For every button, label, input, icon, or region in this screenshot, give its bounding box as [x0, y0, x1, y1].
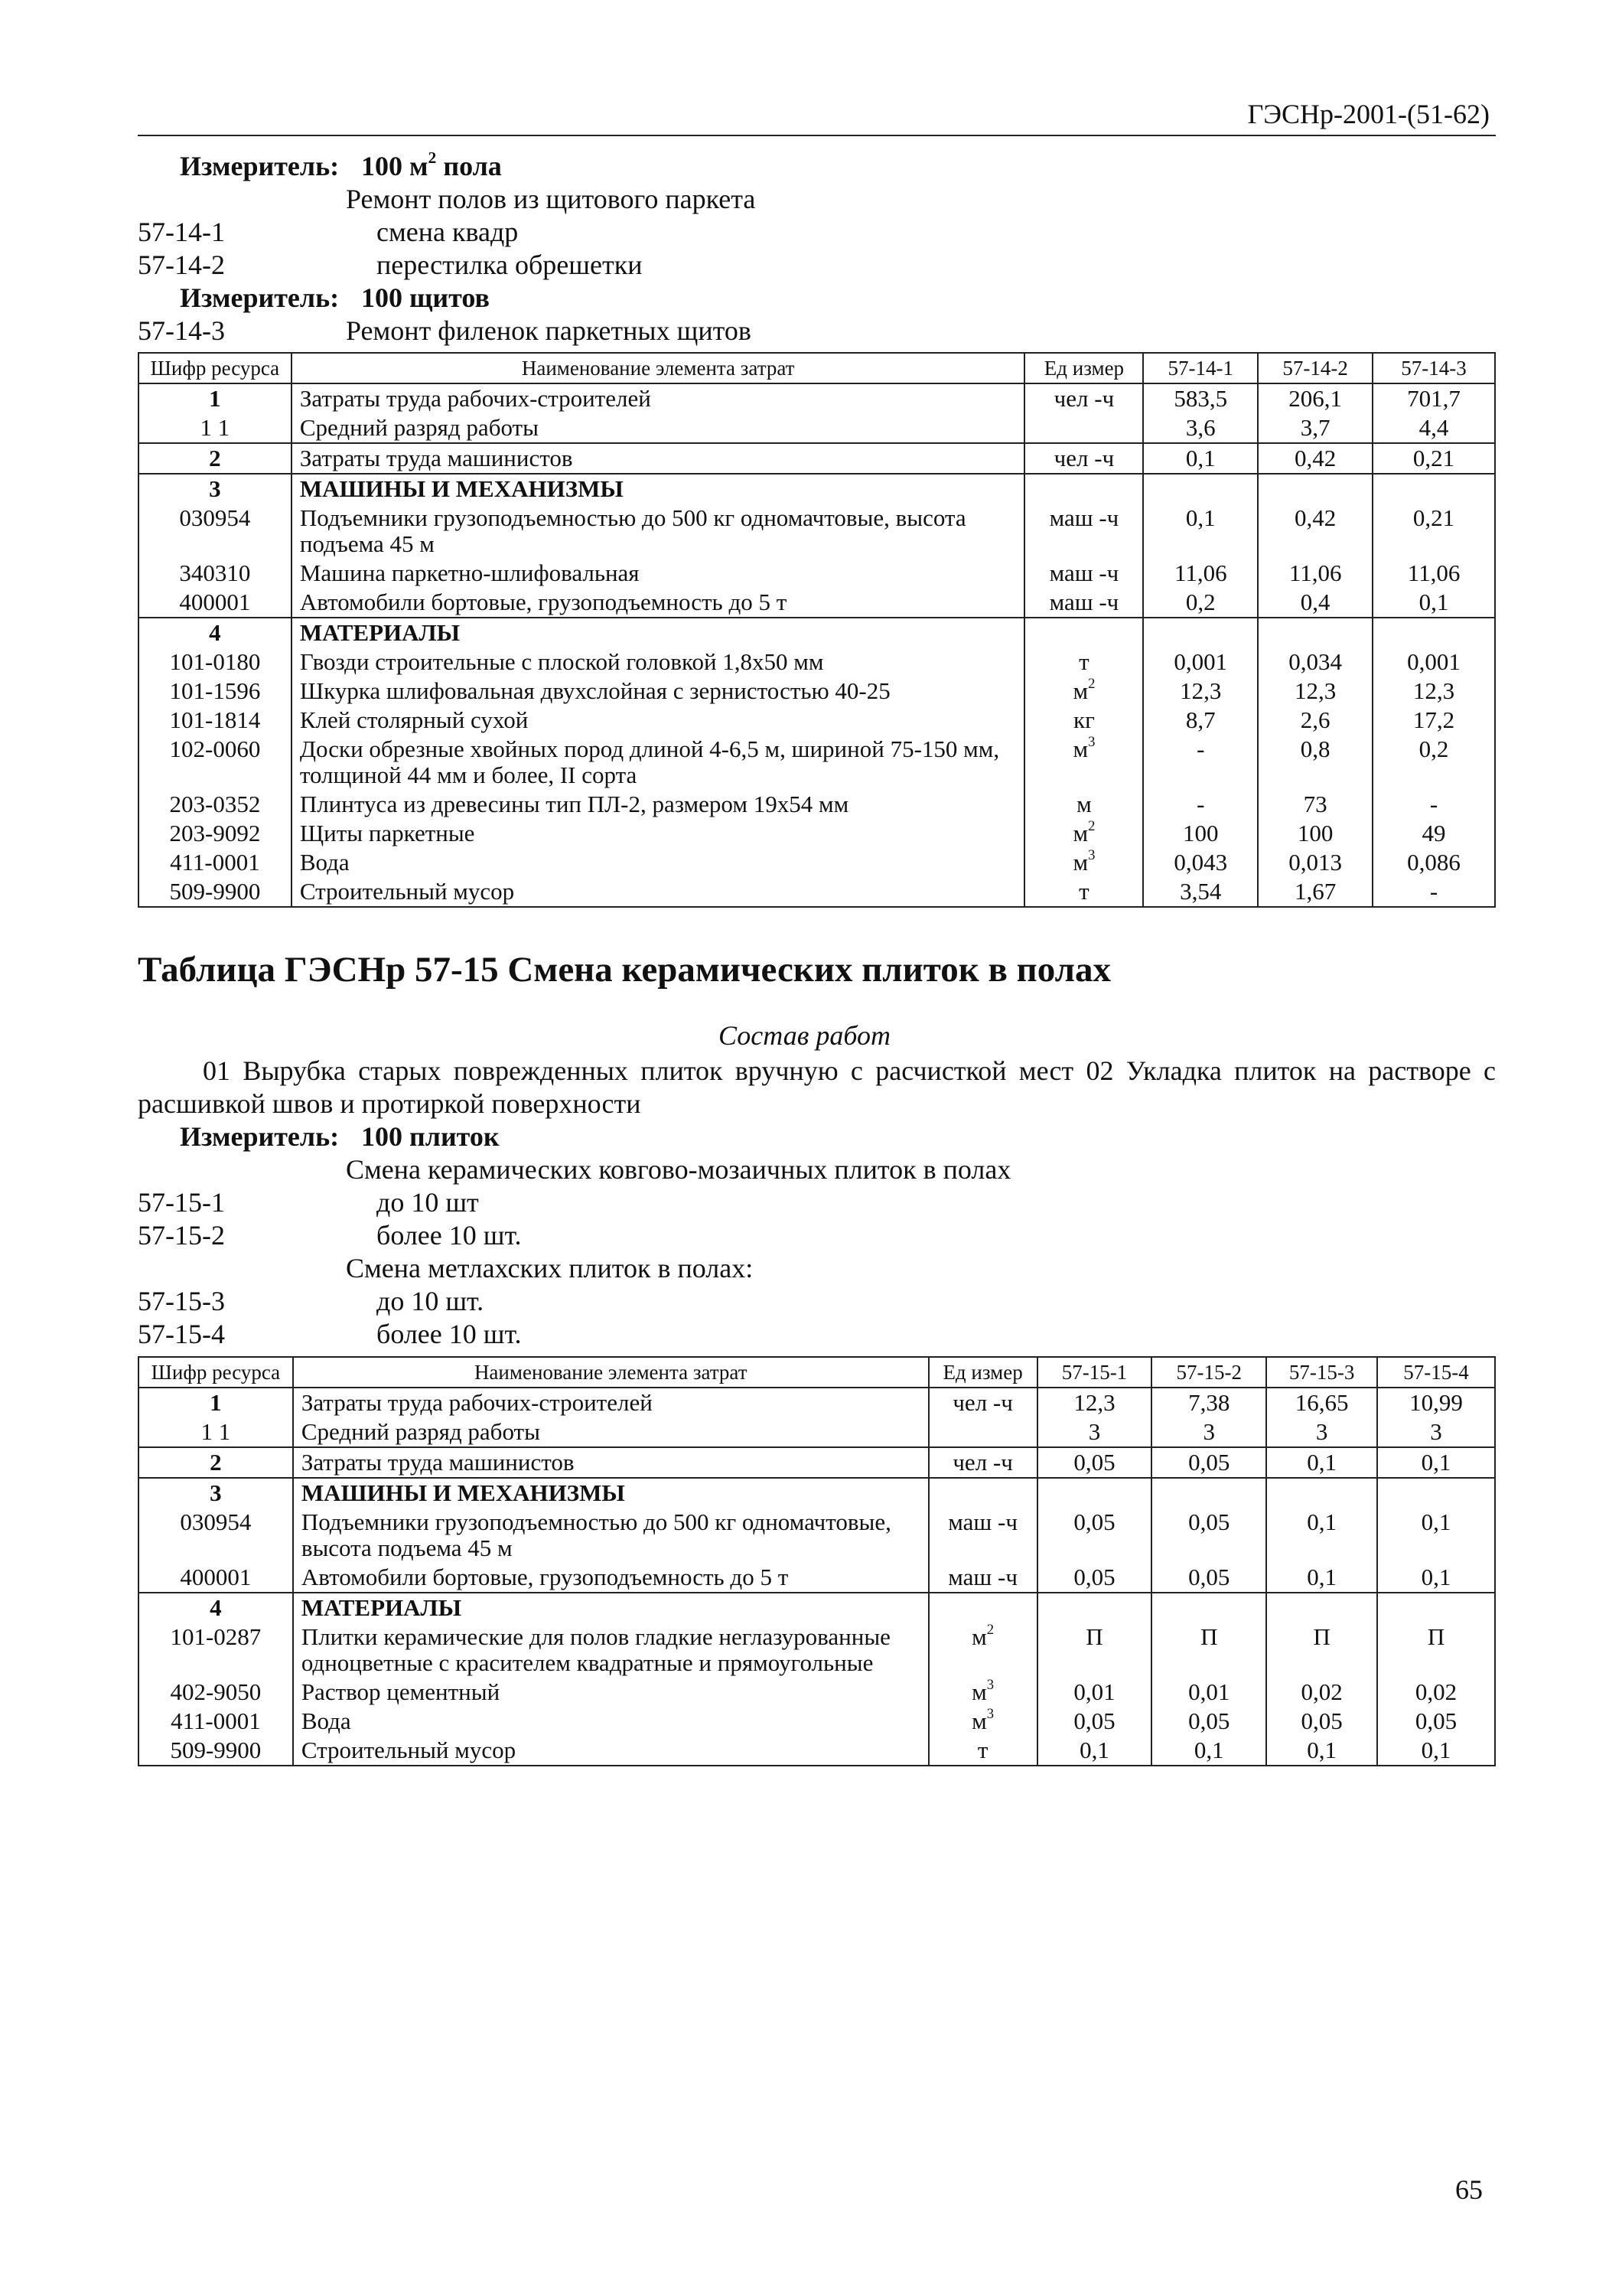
resource-code-cell: 1: [138, 383, 292, 413]
value-cell: [1037, 1593, 1152, 1623]
resource-code-cell: 1 1: [138, 1417, 293, 1447]
resource-code-cell: 509-9900: [138, 1736, 293, 1766]
resource-code-cell: 4: [138, 1593, 293, 1623]
value-cell: 12,3: [1258, 677, 1373, 706]
value-cell: 0,013: [1258, 848, 1373, 877]
value-cell: 0,05: [1151, 1563, 1266, 1593]
value-cell: [1037, 1478, 1152, 1508]
table-row: [138, 1508, 1495, 1563]
value-cell: 0,05: [1151, 1707, 1266, 1736]
column-header: Шифр ресурса: [138, 1357, 293, 1388]
value-cell: -: [1373, 877, 1495, 907]
value-cell: 2,6: [1258, 706, 1373, 735]
value-cell: 3: [1266, 1417, 1377, 1447]
top-block: [138, 150, 1496, 347]
table-row: [138, 1593, 1495, 1623]
cost-element-name-cell: Автомобили бортовые, грузоподъемность до 5 т: [293, 1563, 929, 1593]
value-cell: 3: [1037, 1417, 1152, 1447]
section2-positions: [138, 1120, 1496, 1351]
position-line: [138, 1219, 1496, 1252]
value-cell: 3,54: [1143, 877, 1258, 907]
table-row: [138, 1736, 1495, 1766]
value-cell: 0,05: [1151, 1508, 1266, 1563]
value-cell: -: [1373, 790, 1495, 819]
resource-code-cell: 2: [138, 443, 292, 474]
value-cell: 583,5: [1143, 383, 1258, 413]
table-row: [138, 1388, 1495, 1417]
meter-value: 100 $м^2$ пола: [361, 148, 502, 181]
value-cell: 12,3: [1143, 677, 1258, 706]
meter-label: Измеритель:: [180, 151, 340, 181]
resource-code-cell: 411-0001: [138, 848, 292, 877]
value-cell: [1377, 1593, 1495, 1623]
resource-code-cell: 3: [138, 474, 292, 504]
value-cell: П: [1377, 1623, 1495, 1678]
value-cell: 0,21: [1373, 443, 1495, 474]
table-row: [138, 1563, 1495, 1593]
resource-code-cell: 030954: [138, 1508, 293, 1563]
value-cell: [1258, 618, 1373, 647]
unit-cell: чел -ч: [1024, 383, 1143, 413]
unit-cell: [1024, 413, 1143, 443]
unit-cell: чел -ч: [1024, 443, 1143, 474]
table-header-row: [138, 1357, 1495, 1388]
position-text: до 10 шт.: [376, 1286, 484, 1316]
position-line: [138, 249, 1496, 282]
value-cell: [1266, 1478, 1377, 1508]
table-row: [138, 559, 1495, 588]
column-header: 57-15-2: [1151, 1357, 1266, 1388]
position-code: 57-15-3: [138, 1286, 225, 1316]
value-cell: [1151, 1593, 1266, 1623]
cost-element-name-cell: Строительный мусор: [292, 877, 1025, 907]
value-cell: 0,1: [1143, 504, 1258, 559]
meter-line: [138, 1120, 1496, 1153]
value-cell: 0,8: [1258, 735, 1373, 790]
resource-code-cell: 101-1596: [138, 677, 292, 706]
unit-cell: чел -ч: [929, 1447, 1037, 1478]
cost-element-name-cell: МАТЕРИАЛЫ: [293, 1593, 929, 1623]
value-cell: 3,6: [1143, 413, 1258, 443]
value-cell: 0,05: [1266, 1707, 1377, 1736]
table-row: [138, 677, 1495, 706]
value-cell: 0,05: [1037, 1707, 1152, 1736]
table-row: [138, 819, 1495, 848]
value-cell: 0,1: [1266, 1508, 1377, 1563]
unit-cell: $м^2$: [1024, 677, 1143, 706]
group-title: Смена керамических ковгово-мозаичных плиток в полах: [346, 1154, 1011, 1185]
table-row: [138, 1478, 1495, 1508]
position-text: перестилка обрешетки: [376, 249, 643, 280]
position-code: 57-14-2: [138, 249, 225, 280]
value-cell: [1266, 1593, 1377, 1623]
work-composition-text: 01 Вырубка старых поврежденных плиток вручную с расчисткой мест 02 Укладка плиток на растворе с расшивкой швов и протиркой поверхности: [138, 1055, 1496, 1119]
cost-element-name-cell: Затраты труда рабочих-строителей: [292, 383, 1025, 413]
unit-cell: м: [1024, 790, 1143, 819]
unit-cell: $м^2$: [929, 1623, 1037, 1678]
running-header: [138, 90, 1496, 136]
unit-cell: кг: [1024, 706, 1143, 735]
position-code: 57-15-1: [138, 1187, 225, 1218]
resource-code-cell: 400001: [138, 1563, 293, 1593]
value-cell: 0,034: [1258, 647, 1373, 677]
value-cell: 0,05: [1037, 1447, 1152, 1478]
table-row: [138, 443, 1495, 474]
value-cell: [1373, 474, 1495, 504]
value-cell: 11,06: [1258, 559, 1373, 588]
value-cell: 1,67: [1258, 877, 1373, 907]
unit-cell: $м^3$: [929, 1707, 1037, 1736]
value-cell: 17,2: [1373, 706, 1495, 735]
value-cell: 0,02: [1377, 1678, 1495, 1707]
value-cell: 0,086: [1373, 848, 1495, 877]
table-row: [138, 735, 1495, 790]
table-row: [138, 848, 1495, 877]
table-row: [138, 474, 1495, 504]
value-cell: [1143, 618, 1258, 647]
column-header: Шифр ресурса: [138, 353, 292, 383]
unit-cell: [929, 1478, 1037, 1508]
unit-cell: т: [1024, 647, 1143, 677]
resource-code-cell: 3: [138, 1478, 293, 1508]
work-composition-heading: Состав работ: [718, 1020, 891, 1051]
resource-code-cell: 030954: [138, 504, 292, 559]
value-cell: 0,2: [1373, 735, 1495, 790]
meter-label: Измеритель:: [180, 282, 340, 313]
unit-cell: маш -ч: [1024, 504, 1143, 559]
value-cell: 0,1: [1373, 588, 1495, 618]
cost-element-name-cell: Средний разряд работы: [293, 1417, 929, 1447]
value-cell: 11,06: [1143, 559, 1258, 588]
value-cell: 0,05: [1377, 1707, 1495, 1736]
value-cell: 4,4: [1373, 413, 1495, 443]
cost-element-name-cell: МАШИНЫ И МЕХАНИЗМЫ: [293, 1478, 929, 1508]
value-cell: 0,4: [1258, 588, 1373, 618]
group-title-line: [138, 1153, 1496, 1186]
position-line: [138, 216, 1496, 249]
page-number: 65: [1455, 2174, 1483, 2205]
value-cell: 0,02: [1266, 1678, 1377, 1707]
resource-table-57-14: [138, 352, 1496, 908]
resource-code-cell: 2: [138, 1447, 293, 1478]
cost-element-name-cell: Машина паркетно-шлифовальная: [292, 559, 1025, 588]
value-cell: 0,001: [1143, 647, 1258, 677]
unit-cell: маш -ч: [929, 1563, 1037, 1593]
column-header: 57-14-1: [1143, 353, 1258, 383]
table-row: [138, 1447, 1495, 1478]
unit-cell: $м^3$: [929, 1678, 1037, 1707]
table-row: [138, 706, 1495, 735]
cost-element-name-cell: Доски обрезные хвойных пород длиной 4-6,5 м, шириной 75-150 мм, толщиной 44 мм и более, II сорта: [292, 735, 1025, 790]
column-header: 57-14-3: [1373, 353, 1495, 383]
table-row: [138, 790, 1495, 819]
value-cell: 0,2: [1143, 588, 1258, 618]
unit-cell: $м^2$: [1024, 819, 1143, 848]
section-title: Таблица ГЭСНр 57-15 Смена керамических плиток в полах: [138, 950, 1112, 990]
position-code: 57-14-3: [138, 315, 225, 346]
resource-code-cell: 400001: [138, 588, 292, 618]
value-cell: [1373, 618, 1495, 647]
cost-element-name-cell: Затраты труда рабочих-строителей: [293, 1388, 929, 1417]
cost-element-name-cell: Гвозди строительные с плоской головкой 1,8х50 мм: [292, 647, 1025, 677]
position-text: Ремонт филенок паркетных щитов: [346, 315, 751, 346]
column-header: Ед измер: [1024, 353, 1143, 383]
column-header: Наименование элемента затрат: [293, 1357, 929, 1388]
unit-cell: маш -ч: [1024, 588, 1143, 618]
unit-cell: $м^3$: [1024, 848, 1143, 877]
cost-element-name-cell: Затраты труда машинистов: [293, 1447, 929, 1478]
column-header: 57-14-2: [1258, 353, 1373, 383]
cost-element-name-cell: Клей столярный сухой: [292, 706, 1025, 735]
value-cell: 701,7: [1373, 383, 1495, 413]
value-cell: 73: [1258, 790, 1373, 819]
cost-element-name-cell: МАТЕРИАЛЫ: [292, 618, 1025, 647]
resource-code-cell: 203-9092: [138, 819, 292, 848]
value-cell: 12,3: [1373, 677, 1495, 706]
meter-label: Измеритель:: [180, 1121, 340, 1152]
cost-element-name-cell: Подъемники грузоподъемностью до 500 кг одномачтовые, высота подъема 45 м: [293, 1508, 929, 1563]
value-cell: П: [1037, 1623, 1152, 1678]
group-title: Смена метлахских плиток в полах:: [346, 1253, 754, 1283]
value-cell: 3: [1151, 1417, 1266, 1447]
value-cell: 0,01: [1151, 1678, 1266, 1707]
position-code: 57-14-1: [138, 217, 225, 247]
value-cell: 0,1: [1266, 1736, 1377, 1766]
table-row: [138, 647, 1495, 677]
value-cell: 0,05: [1037, 1563, 1152, 1593]
value-cell: [1377, 1478, 1495, 1508]
position-line: [138, 1186, 1496, 1219]
value-cell: 12,3: [1037, 1388, 1152, 1417]
value-cell: П: [1151, 1623, 1266, 1678]
position-code: 57-15-2: [138, 1220, 225, 1251]
position-text: более 10 шт.: [376, 1220, 522, 1251]
cost-element-name-cell: Плинтуса из древесины тип ПЛ-2, размером 19х54 мм: [292, 790, 1025, 819]
column-header: Наименование элемента затрат: [292, 353, 1025, 383]
cost-element-name-cell: Вода: [292, 848, 1025, 877]
value-cell: 100: [1143, 819, 1258, 848]
position-line: [138, 1318, 1496, 1351]
cost-element-name-cell: Вода: [293, 1707, 929, 1736]
cost-element-name-cell: Строительный мусор: [293, 1736, 929, 1766]
table-row: [138, 413, 1495, 443]
resource-code-cell: 203-0352: [138, 790, 292, 819]
position-line: [138, 1285, 1496, 1318]
group-title: Ремонт полов из щитового паркета: [346, 184, 756, 214]
table-row: [138, 618, 1495, 647]
value-cell: [1258, 474, 1373, 504]
value-cell: 0,1: [1151, 1736, 1266, 1766]
group-title-line: [138, 1252, 1496, 1285]
resource-code-cell: 101-0287: [138, 1623, 293, 1678]
unit-cell: [929, 1417, 1037, 1447]
value-cell: 0,1: [1037, 1736, 1152, 1766]
value-cell: 0,1: [1377, 1508, 1495, 1563]
value-cell: 3: [1377, 1417, 1495, 1447]
cost-element-name-cell: Плитки керамические для полов гладкие неглазурованные одноцветные с красителем квадратные и прямоугольные: [293, 1623, 929, 1678]
position-text: до 10 шт: [376, 1187, 479, 1218]
cost-element-name-cell: Подъемники грузоподъемностью до 500 кг одномачтовые, высота подъема 45 м: [292, 504, 1025, 559]
value-cell: 0,42: [1258, 504, 1373, 559]
value-cell: 0,1: [1266, 1447, 1377, 1478]
value-cell: 11,06: [1373, 559, 1495, 588]
value-cell: 7,38: [1151, 1388, 1266, 1417]
value-cell: 0,1: [1377, 1563, 1495, 1593]
resource-code-cell: 340310: [138, 559, 292, 588]
value-cell: 0,01: [1037, 1678, 1152, 1707]
cost-element-name-cell: Автомобили бортовые, грузоподъемность до 5 т: [292, 588, 1025, 618]
resource-code-cell: 102-0060: [138, 735, 292, 790]
position-code: 57-15-4: [138, 1319, 225, 1349]
value-cell: [1143, 474, 1258, 504]
value-cell: 0,21: [1373, 504, 1495, 559]
resource-code-cell: 4: [138, 618, 292, 647]
unit-cell: маш -ч: [1024, 559, 1143, 588]
meter-line-2: [138, 282, 1496, 315]
resource-code-cell: 402-9050: [138, 1678, 293, 1707]
value-cell: [1151, 1478, 1266, 1508]
value-cell: 0,043: [1143, 848, 1258, 877]
column-header: 57-15-4: [1377, 1357, 1495, 1388]
table-row: [138, 588, 1495, 618]
value-cell: 100: [1258, 819, 1373, 848]
table-row: [138, 1678, 1495, 1707]
table-row: [138, 1417, 1495, 1447]
resource-table-57-15: [138, 1356, 1496, 1766]
resource-code-cell: 509-9900: [138, 877, 292, 907]
column-header: Ед измер: [929, 1357, 1037, 1388]
value-cell: 206,1: [1258, 383, 1373, 413]
unit-cell: [1024, 474, 1143, 504]
position-text: смена квадр: [376, 217, 519, 247]
meter-line-1: [138, 150, 1496, 183]
cost-element-name-cell: МАШИНЫ И МЕХАНИЗМЫ: [292, 474, 1025, 504]
value-cell: -: [1143, 735, 1258, 790]
resource-code-cell: 101-0180: [138, 647, 292, 677]
value-cell: 0,1: [1377, 1447, 1495, 1478]
unit-cell: т: [929, 1736, 1037, 1766]
unit-cell: т: [1024, 877, 1143, 907]
cost-element-name-cell: Средний разряд работы: [292, 413, 1025, 443]
cost-element-name-cell: Шкурка шлифовальная двухслойная с зернистостью 40-25: [292, 677, 1025, 706]
value-cell: 8,7: [1143, 706, 1258, 735]
cost-element-name-cell: Затраты труда машинистов: [292, 443, 1025, 474]
cost-element-name-cell: Раствор цементный: [293, 1678, 929, 1707]
value-cell: 0,1: [1377, 1736, 1495, 1766]
value-cell: 0,1: [1143, 443, 1258, 474]
unit-cell: $м^3$: [1024, 735, 1143, 790]
value-cell: 0,05: [1151, 1447, 1266, 1478]
resource-code-cell: 411-0001: [138, 1707, 293, 1736]
unit-cell: маш -ч: [929, 1508, 1037, 1563]
table-row: [138, 383, 1495, 413]
table-row: [138, 877, 1495, 907]
value-cell: 16,65: [1266, 1388, 1377, 1417]
document-code: ГЭСНр-2001-(51-62): [1247, 99, 1490, 129]
resource-code-cell: 101-1814: [138, 706, 292, 735]
resource-code-cell: 1 1: [138, 413, 292, 443]
value-cell: 0,05: [1037, 1508, 1152, 1563]
table-header-row: [138, 353, 1495, 383]
table-row: [138, 504, 1495, 559]
unit-cell: [1024, 618, 1143, 647]
column-header: 57-15-1: [1037, 1357, 1152, 1388]
unit-cell: [929, 1593, 1037, 1623]
value-cell: П: [1266, 1623, 1377, 1678]
value-cell: 0,1: [1266, 1563, 1377, 1593]
value-cell: -: [1143, 790, 1258, 819]
unit-cell: чел -ч: [929, 1388, 1037, 1417]
meter-value: 100 щитов: [361, 282, 490, 313]
group-title-line: [138, 183, 1496, 216]
value-cell: 0,42: [1258, 443, 1373, 474]
column-header: 57-15-3: [1266, 1357, 1377, 1388]
value-cell: 3,7: [1258, 413, 1373, 443]
value-cell: 10,99: [1377, 1388, 1495, 1417]
value-cell: 0,001: [1373, 647, 1495, 677]
table-row: [138, 1707, 1495, 1736]
table-row: [138, 1623, 1495, 1678]
value-cell: 49: [1373, 819, 1495, 848]
position-text: более 10 шт.: [376, 1319, 522, 1349]
cost-element-name-cell: Щиты паркетные: [292, 819, 1025, 848]
meter-value: 100 плиток: [361, 1121, 500, 1152]
resource-code-cell: 1: [138, 1388, 293, 1417]
position-line: [138, 315, 1496, 347]
